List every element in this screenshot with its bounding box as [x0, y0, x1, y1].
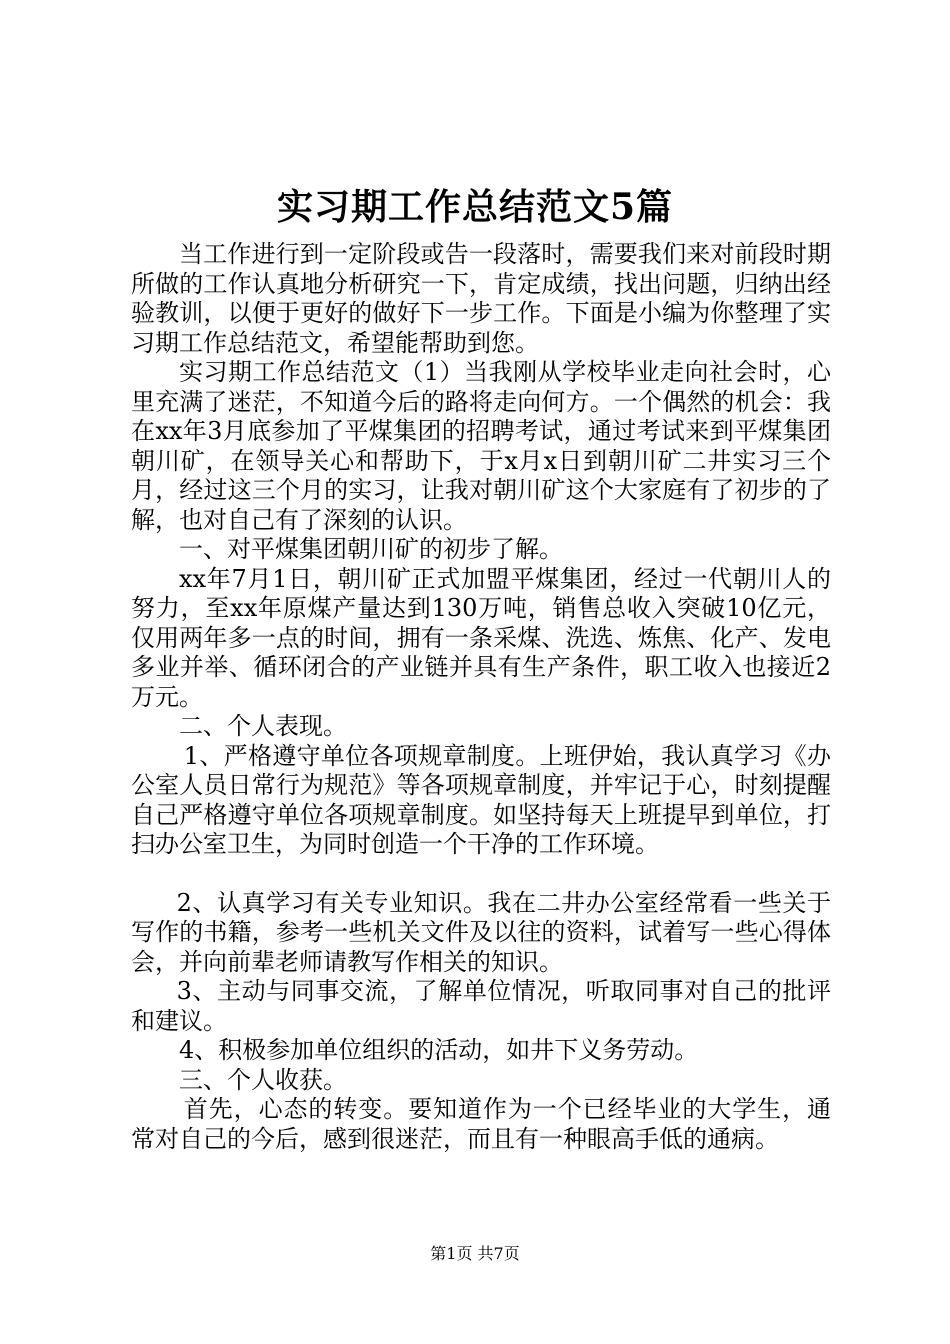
- paragraph-sample-1: 实习期工作总结范文（1）当我刚从学校毕业走向社会时，心里充满了迷茫，不知道今后的路将走向何方。一个偶然的机会：我在xx年3月底参加了平煤集团的招聘考试，通过考试来到平煤集团朝川矿，在领导关心和帮助下，于x月x日到朝川矿二井实习三个月，经过这三个月的实习，让我对朝川矿这个大家庭有了初步的了解，也对自己有了深刻的认识。: [131, 358, 831, 534]
- paragraph-gain-1: 首先，心态的转变。要知道作为一个已经毕业的大学生，通常对自己的今后，感到很迷茫，而且有一种眼高手低的通病。: [131, 1095, 831, 1153]
- paragraph-intro: 当工作进行到一定阶段或告一段落时，需要我们来对前段时期所做的工作认真地分析研究一下，肯定成绩，找出问题，归纳出经验教训，以便于更好的做好下一步工作。下面是小编为你整理了实习期工作总结范文，希望能帮助到您。: [131, 240, 831, 357]
- paragraph-rule-3: 3、主动与同事交流，了解单位情况，听取同事对自己的批评和建议。: [131, 977, 831, 1035]
- paragraph-rule-2: 2、认真学习有关专业知识。我在二井办公室经常看一些关于写作的书籍，参考一些机关文件及以往的资料，试着写一些心得体会，并向前辈老师请教写作相关的知识。: [131, 888, 831, 976]
- heading-section-2: 二、个人表现。: [179, 712, 347, 740]
- paragraph-rule-4: 4、积极参加单位组织的活动，如井下义务劳动。: [179, 1036, 699, 1064]
- heading-section-3: 三、个人收获。: [179, 1065, 347, 1094]
- page-footer: 第1页 共7页: [430, 1244, 520, 1263]
- paragraph-rule-1: 1、严格遵守单位各项规章制度。上班伊始，我认真学习《办公室人员日常行为规范》等各项规章制度，并牢记于心，时刻提醒自己严格遵守单位各项规章制度。如坚持每天上班提早到单位，打扫办公室卫生，为同时创造一个干净的工作环境。: [131, 741, 831, 858]
- document-body: [131, 240, 831, 1154]
- heading-section-1: 一、对平煤集团朝川矿的初步了解。: [179, 535, 563, 563]
- document-title: 实习期工作总结范文5篇: [276, 186, 674, 228]
- paragraph-company-intro: xx年7月1日，朝川矿正式加盟平煤集团，经过一代朝川人的努力，至xx年原煤产量达到130万吨，销售总收入突破10亿元，仅用两年多一点的时间，拥有一条采煤、洗选、炼焦、化产、发电多业并举、循环闭合的产业链并具有生产条件，职工收入也接近2万元。: [131, 564, 831, 711]
